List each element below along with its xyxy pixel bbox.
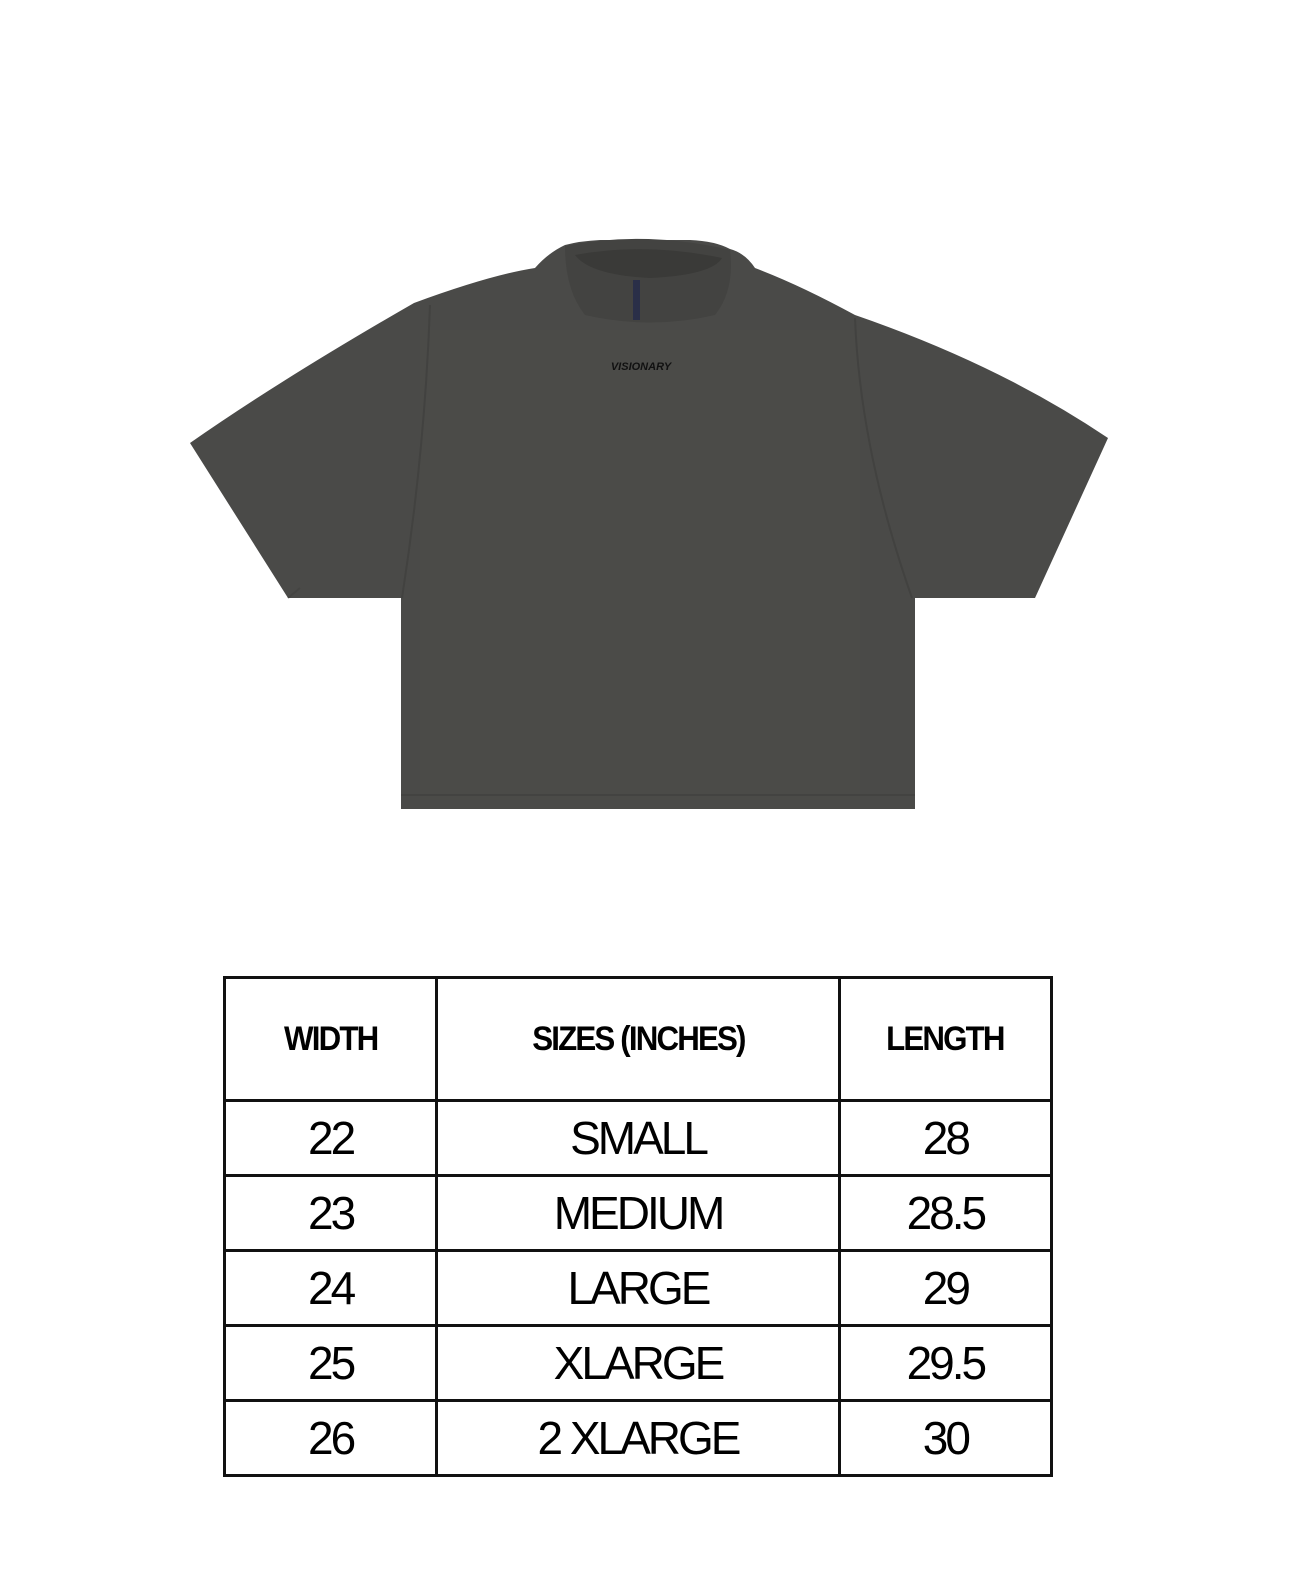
width-cell: 26 [225,1401,437,1476]
width-cell: 23 [225,1176,437,1251]
table-row [225,1326,1052,1401]
table-header-row [225,978,1052,1101]
size-cell: SMALL [437,1101,839,1176]
width-cell: 25 [225,1326,437,1401]
table-row [225,1176,1052,1251]
length-cell: 28 [839,1101,1051,1176]
width-cell: 22 [225,1101,437,1176]
table-row [225,1101,1052,1176]
table-row [225,1251,1052,1326]
length-cell: 30 [839,1401,1051,1476]
length-cell: 28.5 [839,1176,1051,1251]
size-cell: XLARGE [437,1326,839,1401]
length-cell: 29.5 [839,1326,1051,1401]
chest-print-text: VISIONARY [610,361,672,373]
length-header: LENGTH [839,978,1051,1101]
sizes-header: SIZES (INCHES) [437,978,839,1101]
width-header: WIDTH [225,978,437,1101]
size-cell: MEDIUM [437,1176,839,1251]
neck-label [633,280,640,320]
width-cell: 24 [225,1251,437,1326]
size-cell: 2 XLARGE [437,1401,839,1476]
size-cell: LARGE [437,1251,839,1326]
length-cell: 29 [839,1251,1051,1326]
size-chart-table [223,976,1053,1477]
table-row [225,1401,1052,1476]
